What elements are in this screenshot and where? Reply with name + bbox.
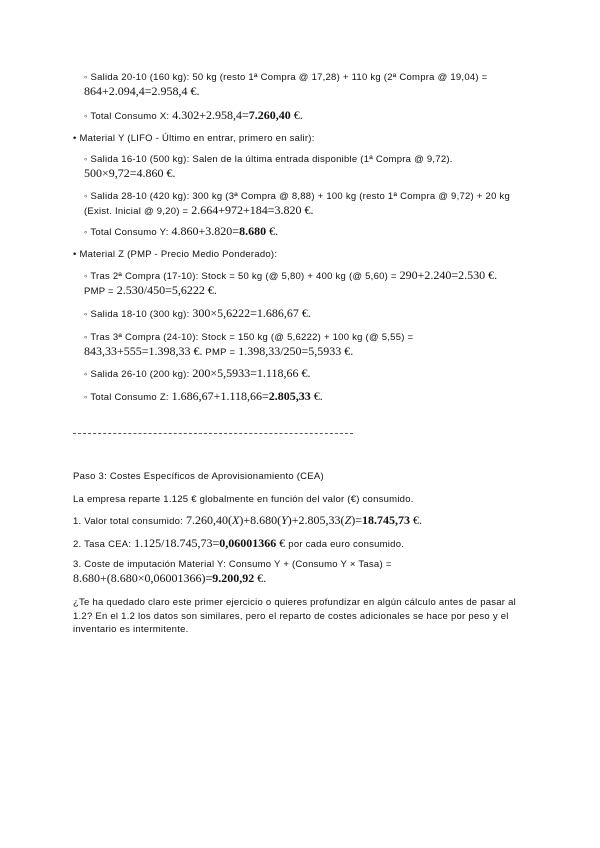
x-total-result: 7.260,40 xyxy=(248,108,291,122)
z-compra-2-pmp-calc: 2.530/450=5,6222 €. xyxy=(116,282,217,297)
z-total-label: ◦ Total Consumo Z: xyxy=(84,392,172,403)
x-salida-2-label: ◦ Salida 20-10 (160 kg): 50 kg (resto 1ª Compra @ 17,28) + 110 kg (2ª Compra @ 19,04) = xyxy=(84,72,488,83)
z-compra-2-label: ◦ Tras 2ª Compra (17-10): Stock = 50 kg (@ 5,80) + 400 kg (@ 5,60) = xyxy=(84,271,400,282)
material-y-title: • Material Y (LIFO - Último en entrar, primero en salir): xyxy=(73,133,315,144)
z-compra-3-pmp-calc: 1.398,33/250=5,5933 €. xyxy=(238,343,354,358)
z-compra-3-label: ◦ Tras 3ª Compra (24-10): Stock = 150 kg (@ 5,6222) + 100 kg (@ 5,55) = xyxy=(84,332,414,343)
step2-unit: € xyxy=(276,536,289,550)
z-compra-2 xyxy=(84,269,528,298)
y-salida-2-label: ◦ Salida 28-10 (420 kg): 300 kg (3ª Compra @ 8,88) + 100 kg (resto 1ª Compra @ 9,72) + 20 kg (Exist. Inicial @ 9,20) = xyxy=(84,191,511,217)
z-salida-2-label: ◦ Salida 26-10 (200 kg): xyxy=(84,369,193,380)
y-total-label: ◦ Total Consumo Y: xyxy=(84,227,172,238)
z-compra-2-pmp-label: PMP = xyxy=(84,285,117,297)
step2-tail: por cada euro consumido. xyxy=(288,539,405,550)
paso3-title: Paso 3: Costes Específicos de Aprovisionamiento (CEA) xyxy=(73,471,324,482)
x-total-calc: 4.302+2.958,4= xyxy=(172,108,249,122)
closing-paragraph: ¿Te ha quedado claro este primer ejercicio o quieres profundizar en algún cálculo antes de pasar al 1.2? En el 1.2 los datos son similares, pero el reparto de costes adicionales se hace por peso y el inventario es intermitente. xyxy=(73,597,516,635)
step3-result: 9.200,92 xyxy=(212,570,255,585)
y-total-result: 8.680 xyxy=(239,224,267,238)
paso3-step2 xyxy=(73,537,528,552)
z-compra-2-calc: 290+2.240=2.530 €. xyxy=(399,268,498,282)
step2-label: 2. Tasa CEA: xyxy=(73,539,135,550)
z-salida-1-label: ◦ Salida 18-10 (300 kg): xyxy=(84,309,193,320)
y-salida-1 xyxy=(84,153,528,181)
z-compra-3 xyxy=(84,331,528,359)
paso3-step3 xyxy=(73,558,528,586)
z-total xyxy=(84,390,528,405)
step1-unit: €. xyxy=(410,513,423,527)
x-total-unit: €. xyxy=(290,108,303,122)
y-salida-1-label: ◦ Salida 16-10 (500 kg): Salen de la última entrada disponible (1ª Compra @ 9,72). xyxy=(84,154,453,165)
step1-x: X xyxy=(232,513,240,527)
step1-result: 18.745,73 xyxy=(362,513,411,527)
step1-a: 7.260,40( xyxy=(186,513,232,527)
z-salida-1-calc: 300×5,6222=1.686,67 €. xyxy=(192,306,311,320)
step2-calc: 1.125/18.745,73= xyxy=(134,536,220,550)
step3-label: 3. Coste de imputación Material Y: Consumo Y + (Consumo Y × Tasa) = xyxy=(73,559,392,570)
x-salida-2 xyxy=(84,71,528,99)
step3-calc: 8.680+(8.680×0,06001366)= xyxy=(73,570,213,585)
y-salida-2 xyxy=(84,190,528,218)
z-total-result: 2.805,33 xyxy=(268,389,311,403)
step1-y: Y xyxy=(281,513,288,527)
z-salida-1 xyxy=(84,307,528,322)
z-compra-3-pmp-label: PMP = xyxy=(202,346,239,358)
y-total xyxy=(84,225,528,240)
z-total-unit: €. xyxy=(310,389,323,403)
step1-z: Z xyxy=(344,513,352,527)
step1-label: 1. Valor total consumido: xyxy=(73,516,186,527)
y-total-unit: €. xyxy=(266,224,279,238)
material-z-title: • Material Z (PMP - Precio Medio Ponderado): xyxy=(73,249,278,260)
z-compra-3-calc: 843,33+555=1.398,33 €. xyxy=(84,343,203,358)
z-total-calc: 1.686,67+1.118,66= xyxy=(171,389,269,403)
z-salida-2 xyxy=(84,367,528,382)
x-salida-2-calc: 864+2.094,4=2.958,4 €. xyxy=(84,83,200,98)
paso3-step1 xyxy=(73,514,528,529)
step1-d: )= xyxy=(351,513,363,527)
y-total-calc: 4.860+3.820= xyxy=(171,224,240,238)
step1-b: )+8.680( xyxy=(239,513,282,527)
section-separator xyxy=(73,433,353,434)
y-salida-2-calc: 2.664+972+184=3.820 €. xyxy=(191,202,314,217)
y-salida-1-calc: 500×9,72=4.860 €. xyxy=(84,165,176,180)
x-total-label: ◦ Total Consumo X: xyxy=(84,111,173,122)
step1-c: )+2.805,33( xyxy=(287,513,345,527)
z-salida-2-calc: 200×5,5933=1.118,66 €. xyxy=(192,366,311,380)
step2-result: 0,06001366 xyxy=(219,536,277,550)
paso3-intro: La empresa reparte 1.125 € globalmente en función del valor (€) consumido. xyxy=(73,494,414,505)
x-total xyxy=(84,109,528,124)
step3-unit: €. xyxy=(254,570,267,585)
